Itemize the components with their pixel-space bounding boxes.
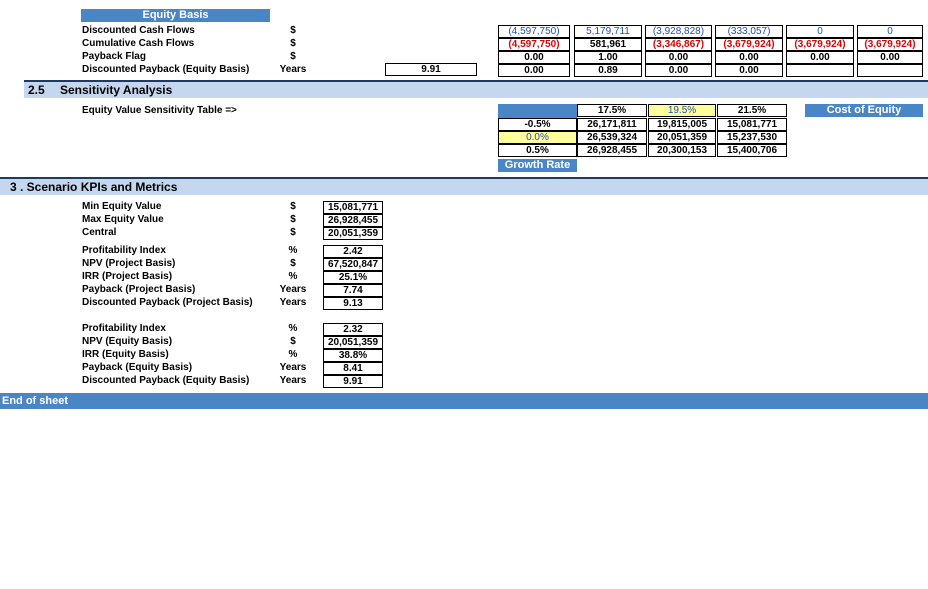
kpi-label: Payback (Project Basis) [82,284,196,295]
kpi-unit: % [288,245,298,256]
cashflow-cell: 0.00 [645,51,712,64]
cashflow-cell: 0.89 [574,64,642,77]
cashflow-cell [786,64,854,77]
cashflow-cell: 0.00 [786,51,854,64]
section-number: 2.5 [28,83,45,97]
col-header: 21.5% [717,104,787,117]
cashflow-cell: 5,179,711 [574,25,642,38]
kpi-unit: $ [290,201,296,212]
kpi-unit: Years [279,362,307,373]
kpi-label: Profitability Index [82,245,166,256]
kpi-unit: % [288,271,298,282]
row-label: Discounted Cash Flows [82,25,195,36]
kpi-label: Min Equity Value [82,201,162,212]
kpi-value: 67,520,847 [323,258,383,271]
kpi-value: 20,051,359 [323,336,383,349]
unit-label: $ [290,38,296,49]
sensitivity-cell: 26,928,455 [577,144,647,157]
cashflow-cell: 0 [857,25,923,38]
kpi-value: 9.91 [323,375,383,388]
row-label: Cumulative Cash Flows [82,38,195,49]
kpi-label: Profitability Index [82,323,166,334]
sensitivity-cell: 15,400,706 [717,144,787,157]
cashflow-cell: 0.00 [715,64,783,77]
cashflow-cell: (3,679,924) [786,38,854,51]
kpi-label: NPV (Project Basis) [82,258,176,269]
kpi-unit: % [288,323,298,334]
sensitivity-cell: 19,815,005 [648,118,716,131]
kpi-label: IRR (Equity Basis) [82,349,169,360]
cashflow-cell: (3,928,828) [645,25,712,38]
cost-of-equity-label: Cost of Equity [805,104,923,117]
cashflow-cell: 581,961 [574,38,642,51]
cashflow-cell: (4,597,750) [498,25,570,38]
kpi-value: 20,051,359 [323,227,383,240]
kpi-label: Discounted Payback (Equity Basis) [82,375,250,386]
equity-basis-header: Equity Basis [81,9,270,22]
row-label: Payback Flag [82,51,146,62]
cashflow-cell: 0 [786,25,854,38]
unit-label: $ [290,25,296,36]
cashflow-cell: (333,057) [715,25,783,38]
col-header: 17.5% [577,104,647,117]
row-header: -0.5% [498,118,577,131]
end-of-sheet-bar: End of sheet [0,393,928,409]
sensitivity-cell: 15,237,530 [717,131,787,144]
kpi-label: Max Equity Value [82,214,164,225]
kpi-value: 25.1% [323,271,383,284]
kpi-value: 9.13 [323,297,383,310]
cashflow-cell: (3,679,924) [715,38,783,51]
cashflow-cell: (4,597,750) [498,38,570,51]
sensitivity-cell: 20,051,359 [648,131,716,144]
discounted-payback-summary: 9.91 [385,63,477,76]
cashflow-cell: 0.00 [645,64,712,77]
sensitivity-cell: 20,300,153 [648,144,716,157]
kpi-unit: Years [279,375,307,386]
section-title: Sensitivity Analysis [60,83,173,97]
row-header-selected: 0.0% [498,131,577,144]
growth-rate-label: Growth Rate [498,159,577,172]
kpi-value: 38.8% [323,349,383,362]
kpi-unit: $ [290,227,296,238]
section-3-header [0,177,928,195]
kpi-value: 15,081,771 [323,201,383,214]
kpi-unit: % [288,349,298,360]
unit-label: $ [290,51,296,62]
col-header-selected: 19.5% [648,104,716,117]
kpi-unit: Years [279,284,307,295]
kpi-unit: $ [290,336,296,347]
row-label: Discounted Payback (Equity Basis) [82,64,250,75]
kpi-label: IRR (Project Basis) [82,271,173,282]
kpi-label: Central [82,227,117,238]
kpi-value: 8.41 [323,362,383,375]
unit-label: Years [279,64,307,75]
section-title: 3 . Scenario KPIs and Metrics [10,180,178,194]
kpi-unit: Years [279,297,307,308]
sensitivity-cell: 26,171,811 [577,118,647,131]
kpi-label: NPV (Equity Basis) [82,336,173,347]
cashflow-cell: 0.00 [498,51,570,64]
sensitivity-cell: 15,081,771 [717,118,787,131]
cashflow-cell: 0.00 [715,51,783,64]
kpi-label: Payback (Equity Basis) [82,362,193,373]
cashflow-cell: 0.00 [498,64,570,77]
cashflow-cell [857,64,923,77]
kpi-label: Discounted Payback (Project Basis) [82,297,253,308]
cashflow-cell: (3,346,867) [645,38,712,51]
cashflow-cell: 0.00 [857,51,923,64]
row-header: 0.5% [498,144,577,157]
sensitivity-cell: 26,539,324 [577,131,647,144]
section-2-5-header [24,80,928,98]
kpi-value: 26,928,455 [323,214,383,227]
cashflow-cell: 1.00 [574,51,642,64]
sensitivity-label: Equity Value Sensitivity Table => [82,105,237,116]
kpi-value: 2.42 [323,245,383,258]
cashflow-cell: (3,679,924) [857,38,923,51]
kpi-value: 7.74 [323,284,383,297]
kpi-unit: $ [290,214,296,225]
kpi-value: 2.32 [323,323,383,336]
kpi-unit: $ [290,258,296,269]
sensitivity-corner [498,104,577,118]
